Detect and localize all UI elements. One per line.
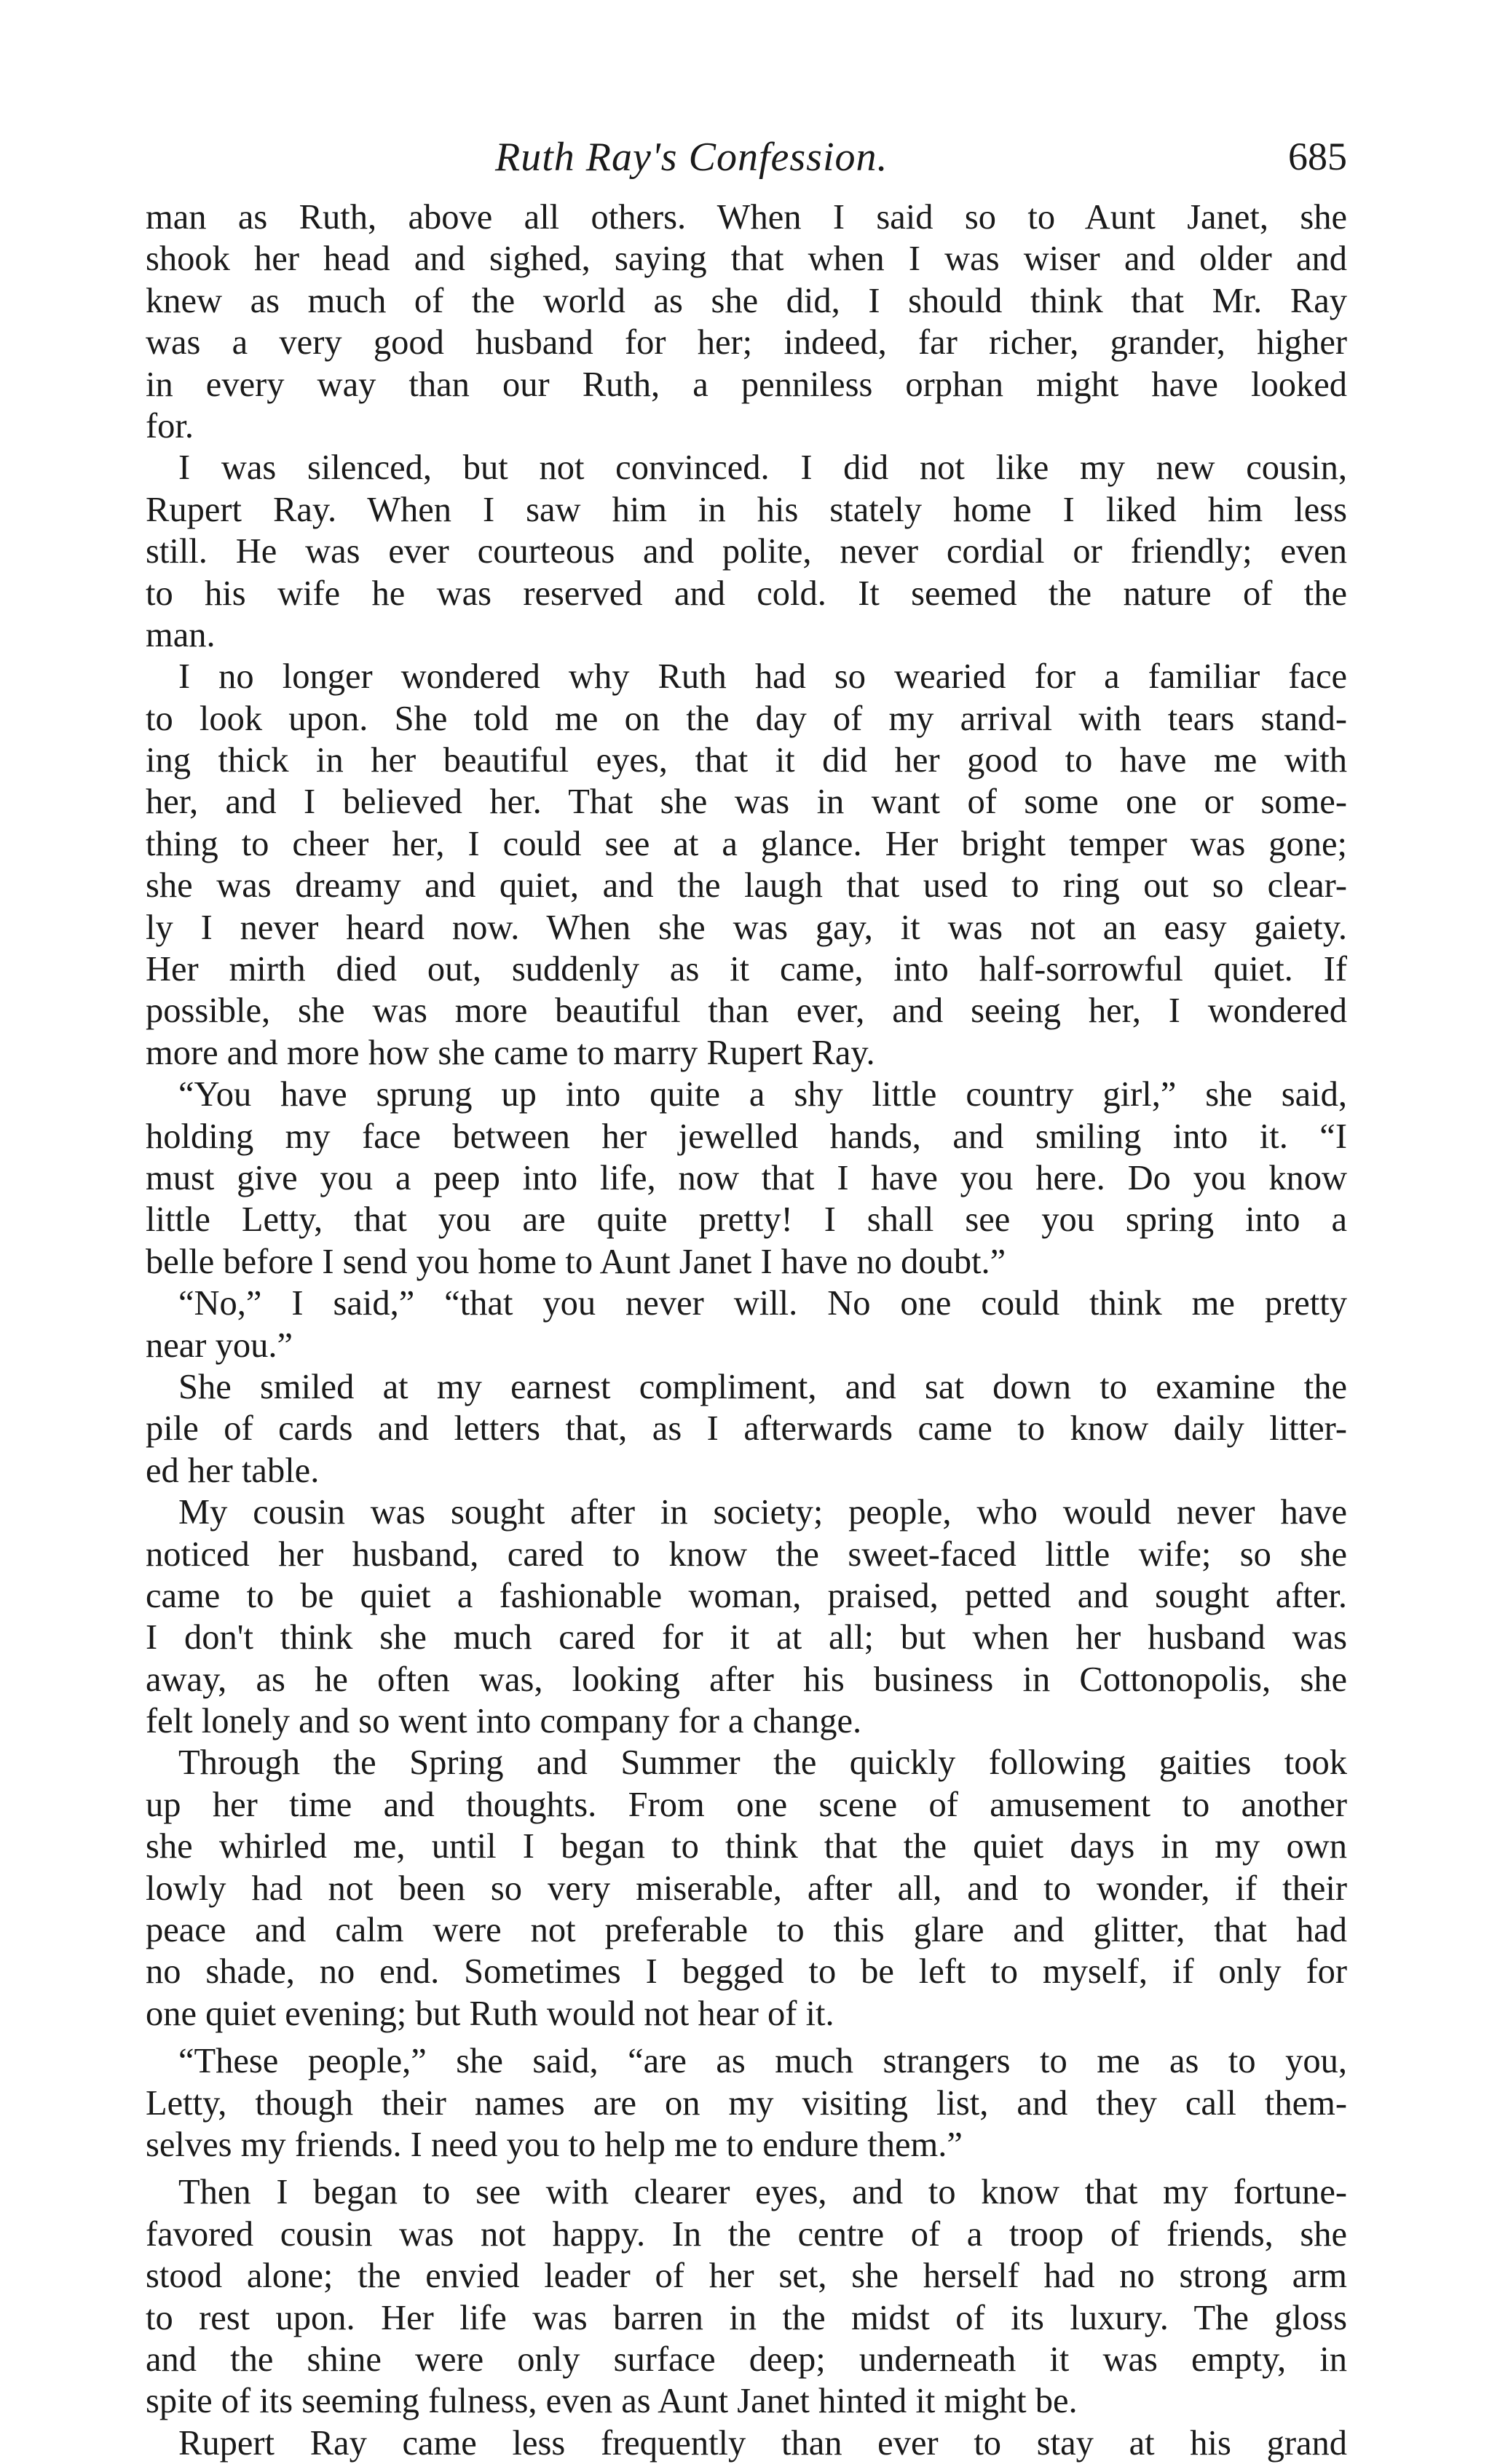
text-line: no shade, no end. Sometimes I begged to be left to myself, if only for (146, 1952, 1347, 1992)
text-line: stood alone; the envied leader of her set, she herself had no strong arm (146, 2257, 1347, 2296)
text-line: her, and I believed her. That she was in want of some one or some- (146, 783, 1347, 822)
text-line: holding my face between her jewelled hands, and smiling into it. “I (146, 1117, 1347, 1156)
text-line: near you.” (146, 1326, 293, 1365)
text-line: felt lonely and so went into company for a change. (146, 1702, 862, 1741)
text-line: to rest upon. Her life was barren in the midst of its luxury. The gloss (146, 2298, 1347, 2337)
text-line: more and more how she came to marry Rupert Ray. (146, 1033, 875, 1072)
text-line: to look upon. She told me on the day of my arrival with tears stand- (146, 699, 1347, 738)
text-line: My cousin was sought after in society; people, who would never have (178, 1493, 1347, 1532)
text-line: I don't think she much cared for it at all; but when her husband was (146, 1618, 1347, 1657)
text-line: lowly had not been so very miserable, after all, and to wonder, if their (146, 1869, 1347, 1908)
text-line: was a very good husband for her; indeed, far richer, grander, higher (146, 323, 1347, 363)
text-line: favored cousin was not happy. In the centre of a troop of friends, she (146, 2214, 1347, 2254)
text-line: “You have sprung up into quite a shy little country girl,” she said, (178, 1075, 1347, 1114)
text-line: “These people,” she said, “are as much strangers to me as to you, (178, 2042, 1347, 2081)
text-line: peace and calm were not preferable to this glare and glitter, that had (146, 1911, 1347, 1950)
text-line: Rupert Ray came less frequently than ever to stay at his grand (178, 2423, 1347, 2463)
text-line: thing to cheer her, I could see at a glance. Her bright temper was gone; (146, 824, 1347, 863)
running-title: Ruth Ray's Confession. (495, 135, 888, 180)
text-line: away, as he often was, looking after his business in Cottonopolis, she (146, 1660, 1347, 1699)
text-line: spite of its seeming fulness, even as Aunt Janet hinted it might be. (146, 2382, 1078, 2421)
text-line: she whirled me, until I began to think that the quiet days in my own (146, 1827, 1347, 1866)
text-line: ed her table. (146, 1451, 320, 1490)
text-line: I no longer wondered why Ruth had so wearied for a familiar face (178, 657, 1347, 697)
text-line: little Letty, that you are quite pretty! I shall see you spring into a (146, 1200, 1347, 1240)
page-number: 685 (1288, 135, 1347, 178)
text-line: She smiled at my earnest compliment, and sat down to examine the (178, 1367, 1347, 1406)
text-line: Her mirth died out, suddenly as it came, into half-sorrowful quiet. If (146, 950, 1347, 989)
text-line: I was silenced, but not convinced. I did not like my new cousin, (178, 448, 1347, 488)
text-line: must give you a peep into life, now that I have you here. Do you know (146, 1158, 1347, 1197)
text-line: shook her head and sighed, saying that when I was wiser and older and (146, 239, 1347, 279)
text-line: ly I never heard now. When she was gay, it was not an easy gaiety. (146, 908, 1347, 947)
text-line: selves my friends. I need you to help me to endure them.” (146, 2125, 963, 2164)
text-line: ing thick in her beautiful eyes, that it did her good to have me with (146, 741, 1347, 780)
text-line: for. (146, 406, 194, 445)
text-line: pile of cards and letters that, as I afterwards came to know daily litter- (146, 1409, 1347, 1449)
body-text (146, 197, 1347, 2464)
text-line: to his wife he was reserved and cold. It seemed the nature of the (146, 574, 1347, 613)
text-line: noticed her husband, cared to know the sweet-faced little wife; so she (146, 1534, 1347, 1574)
text-line: man. (146, 615, 216, 654)
text-line: Letty, though their names are on my visiting list, and they call them- (146, 2083, 1347, 2123)
text-line: “No,” I said,” “that you never will. No one could think me pretty (178, 1284, 1347, 1323)
text-line: knew as much of the world as she did, I should think that Mr. Ray (146, 281, 1347, 320)
running-head (146, 134, 1347, 185)
text-line: still. He was ever courteous and polite, never cordial or friendly; even (146, 532, 1347, 571)
text-line: possible, she was more beautiful than ever, and seeing her, I wondered (146, 991, 1347, 1031)
text-line: in every way than our Ruth, a penniless orphan might have looked (146, 365, 1347, 404)
text-line: Through the Spring and Summer the quickly following gaities took (178, 1743, 1347, 1783)
text-line: Rupert Ray. When I saw him in his stately home I liked him less (146, 490, 1347, 529)
text-line: one quiet evening; but Ruth would not hear of it. (146, 1994, 834, 2033)
text-line: man as Ruth, above all others. When I said so to Aunt Janet, she (146, 198, 1347, 237)
text-line: Then I began to see with clearer eyes, and to know that my fortune- (178, 2173, 1347, 2212)
text-line: and the shine were only surface deep; underneath it was empty, in (146, 2340, 1347, 2379)
text-line: came to be quiet a fashionable woman, praised, petted and sought after. (146, 1576, 1347, 1615)
text-line: belle before I send you home to Aunt Janet I have no doubt.” (146, 1242, 1006, 1281)
text-line: up her time and thoughts. From one scene of amusement to another (146, 1785, 1347, 1824)
text-line: she was dreamy and quiet, and the laugh that used to ring out so clear- (146, 866, 1347, 906)
